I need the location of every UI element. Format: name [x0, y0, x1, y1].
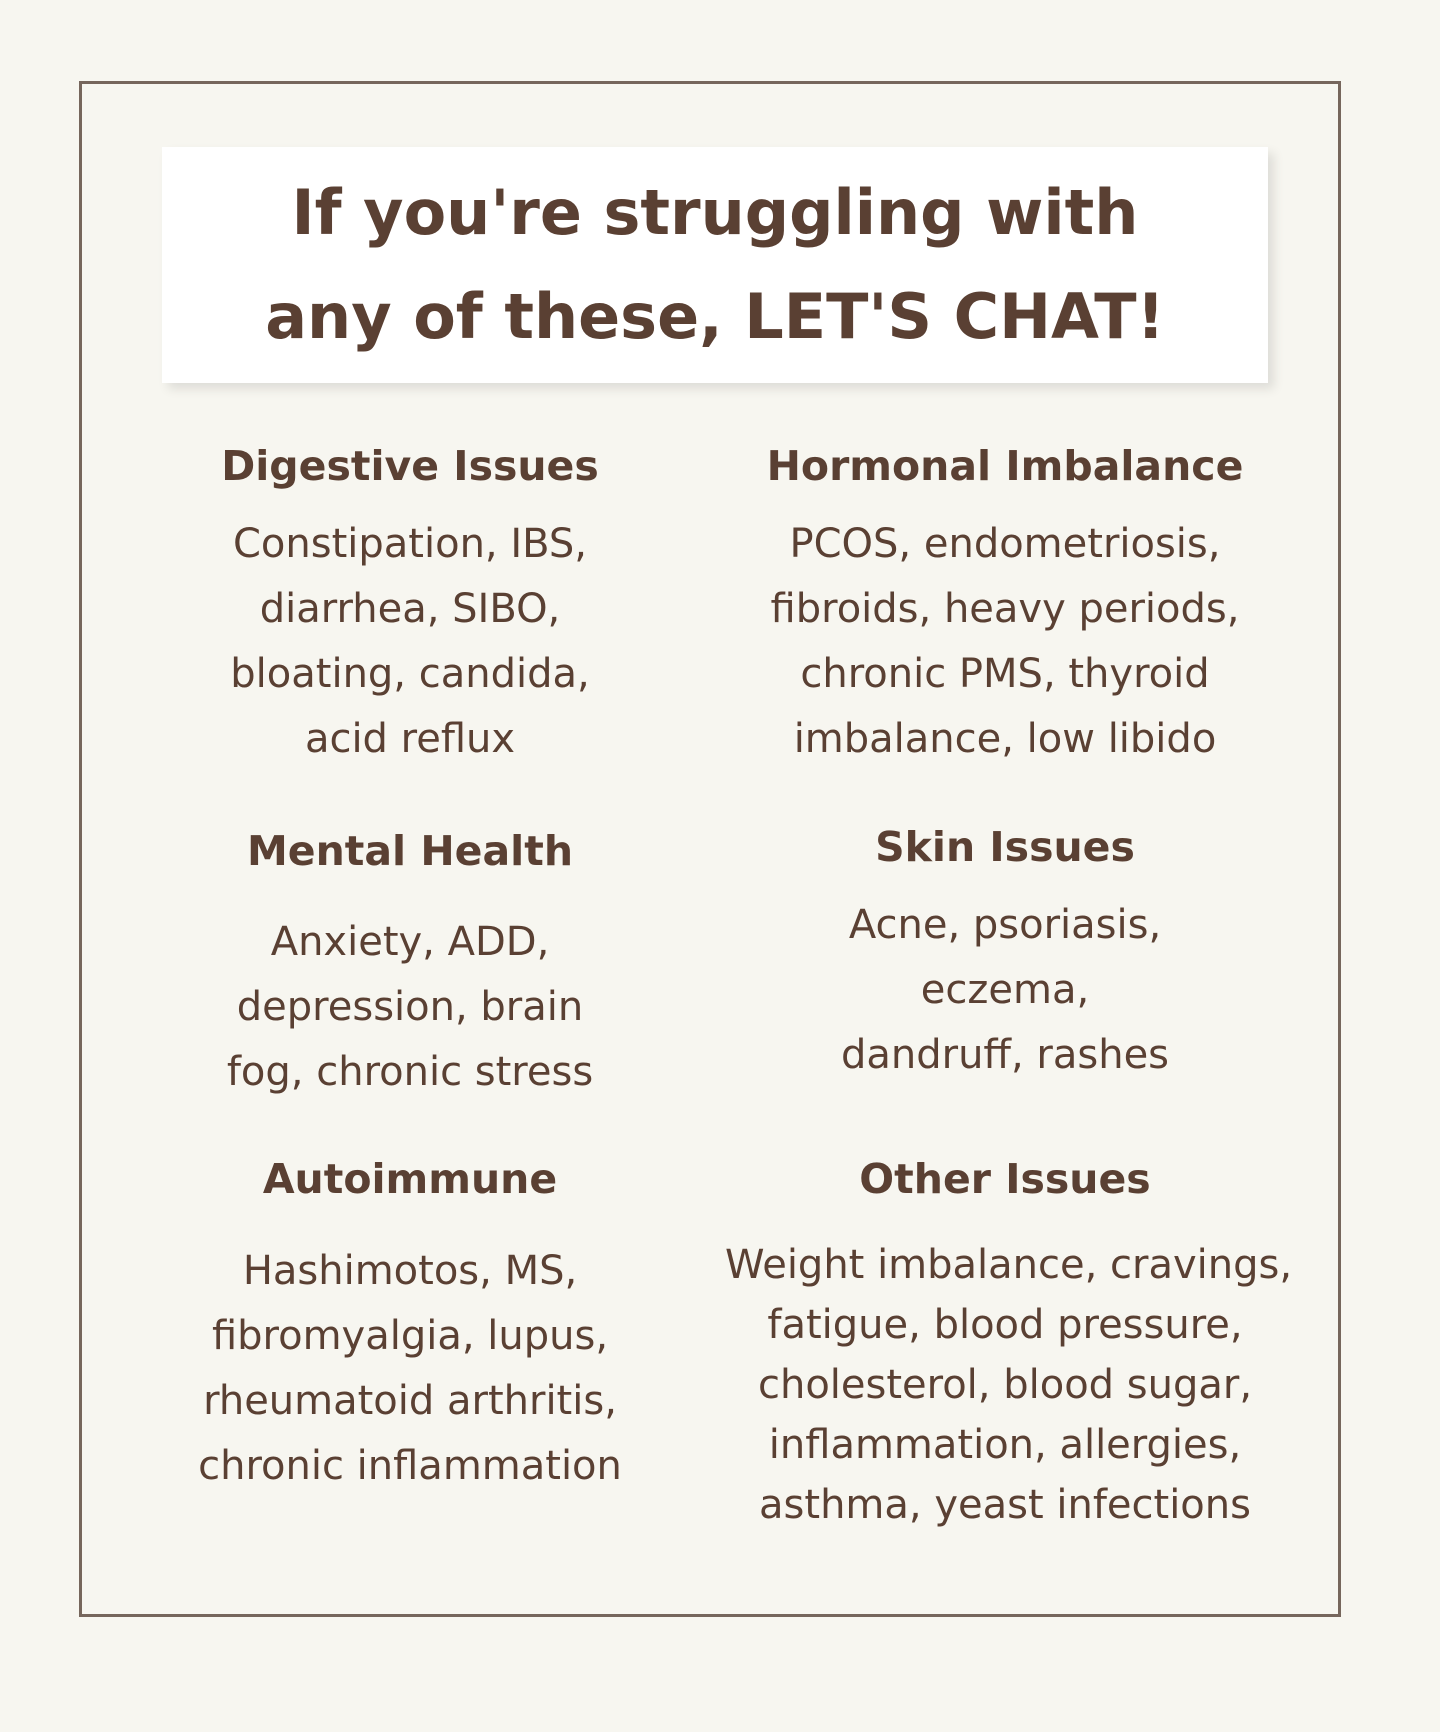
section-digestive-issues — [130, 440, 690, 772]
section-hormonal-imbalance — [725, 440, 1285, 772]
section-skin-issues — [725, 821, 1285, 1088]
section-heading: Hormonal Imbalance — [766, 442, 1244, 490]
section-line: cholesterol, blood sugar, — [757, 1362, 1253, 1408]
section-line: fibroids, heavy periods, — [770, 586, 1240, 632]
section-other-issues — [725, 1153, 1293, 1535]
section-heading: Mental Health — [246, 827, 574, 875]
title-line-2: any of these, LET'S CHAT! — [265, 280, 1165, 353]
section-line: bloating, candida, — [230, 651, 590, 697]
section-line: acid reflux — [304, 716, 516, 762]
section-line: eczema, — [920, 967, 1090, 1013]
section-heading: Autoimmune — [262, 1155, 558, 1203]
section-mental-health — [130, 825, 690, 1105]
section-line: Acne, psoriasis, — [848, 902, 1162, 948]
section-line: asthma, yeast infections — [759, 1482, 1251, 1528]
section-line: Constipation, IBS, — [233, 521, 587, 567]
section-line: Anxiety, ADD, — [270, 919, 550, 965]
section-heading: Skin Issues — [875, 823, 1135, 871]
section-line: PCOS, endometriosis, — [789, 521, 1221, 567]
section-line: imbalance, low libido — [793, 716, 1217, 762]
section-heading: Digestive Issues — [221, 442, 599, 490]
section-line: rheumatoid arthritis, — [203, 1378, 617, 1424]
title-banner — [162, 147, 1268, 383]
section-line: dandruff, rashes — [840, 1032, 1170, 1078]
section-line: diarrhea, SIBO, — [259, 586, 561, 632]
title-line-1: If you're struggling with — [291, 176, 1139, 249]
section-line: Hashimotos, MS, — [242, 1248, 578, 1294]
section-autoimmune — [130, 1153, 690, 1499]
section-line: fog, chronic stress — [226, 1049, 594, 1095]
section-line: fatigue, blood pressure, — [767, 1302, 1243, 1348]
section-line: Weight imbalance, cravings, — [725, 1242, 1293, 1288]
section-line: depression, brain — [236, 984, 584, 1030]
section-line: chronic inflammation — [198, 1443, 622, 1489]
section-line: fibromyalgia, lupus, — [211, 1313, 609, 1359]
section-heading: Other Issues — [859, 1155, 1151, 1203]
section-line: inflammation, allergies, — [768, 1422, 1242, 1468]
section-line: chronic PMS, thyroid — [800, 651, 1210, 697]
